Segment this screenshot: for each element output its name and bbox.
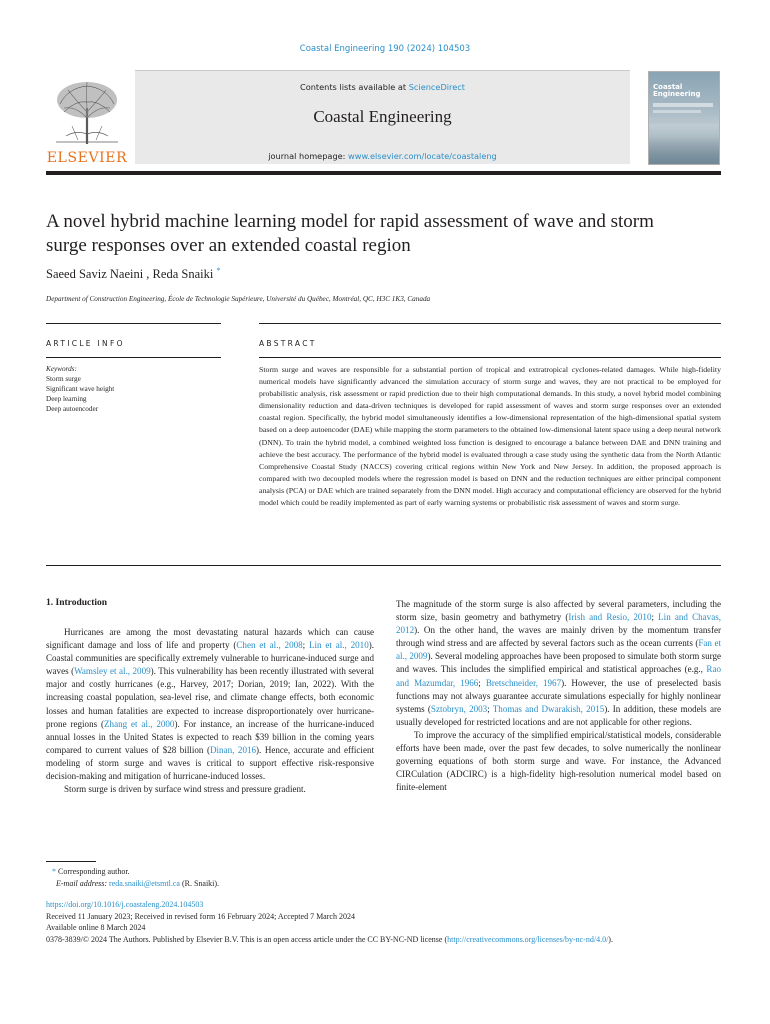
text-run: ). On the other hand, the waves are mainly driven by the momentum transfer through wind stress and are affected by several factors such as the ocean currents ( <box>396 625 721 649</box>
author-names[interactable]: Saeed Saviz Naeini , Reda Snaiki <box>46 267 214 282</box>
article-info-heading: ARTICLE INFO <box>46 339 125 348</box>
text-run: The magnitude of the storm surge is also affected by several parameters, including the storm size, basin geometry and bathymetry ( <box>396 599 721 623</box>
text-run: ; <box>651 612 659 623</box>
text-run: ; <box>478 677 486 688</box>
cover-title <box>653 84 701 98</box>
license-text: 0378-3839/© 2024 The Authors. Published by Elsevier B.V. This is an open access article under the CC BY-NC-ND license ( <box>46 934 448 944</box>
elsevier-logo[interactable] <box>46 78 128 166</box>
license-link[interactable]: http://creativecommons.org/licenses/by-nc-nd/4.0/ <box>447 934 609 944</box>
text-run: ). For instance, an increase of the hurricane-induced annual losses in the United States is expected to reach $39 billion in the coming years compared to current values of $28 billion ( <box>46 718 374 755</box>
text-run: ; <box>302 640 309 651</box>
text-run: ). Several modeling approaches have been proposed to simulate both storm surge and waves. This includes the simplified empirical and statistical approaches (e.g., <box>396 651 721 675</box>
doi-link[interactable]: https://doi.org/10.1016/j.coastaleng.2024.104503 <box>46 900 204 909</box>
body-column-left <box>46 626 374 796</box>
available-online: Available online 8 March 2024 <box>46 923 146 933</box>
divider <box>46 323 221 324</box>
keywords-label: Keywords: <box>46 365 77 373</box>
keyword-item: Deep learning <box>46 395 87 403</box>
corresponding-author-mark[interactable]: * <box>216 266 221 275</box>
article-title: A novel hybrid machine learning model for rapid assessment of wave and storm surge responses over an extended coastal region <box>46 211 654 256</box>
citation-link[interactable]: Wamsley et al., 2009 <box>74 666 151 677</box>
divider <box>46 565 721 566</box>
abstract-heading: ABSTRACT <box>259 339 317 348</box>
journal-reference[interactable]: Coastal Engineering 190 (2024) 104503 <box>299 44 471 54</box>
citation-link[interactable]: Bretschneider, 1967 <box>485 677 562 688</box>
cover-subtitle-bar <box>653 110 701 113</box>
citation-link[interactable]: Rao and Mazumdar, 1966 <box>396 664 721 688</box>
homepage-prefix: journal homepage: <box>268 151 349 161</box>
section-heading-introduction: 1. Introduction <box>46 598 108 608</box>
cover-subtitle-bar <box>653 103 713 107</box>
header-divider <box>46 171 721 175</box>
citation-link[interactable]: Lin and Chavas, 2012 <box>396 612 721 636</box>
divider <box>46 357 221 358</box>
footnote-star: * <box>52 867 56 876</box>
citation-link[interactable]: Irish and Resio, 2010 <box>568 612 652 623</box>
text-run: ). However, the use of preselected basis functions may not always guarantee accurate simulations especially for highly nonlinear systems ( <box>396 677 722 714</box>
citation-link[interactable]: Chen et al., 2008 <box>236 640 303 651</box>
citation-link[interactable]: Lin et al., 2010 <box>309 640 369 651</box>
divider <box>259 357 721 358</box>
paragraph: To improve the accuracy of the simplified empirical/statistical models, considerable efforts have been made, over the past few decades, to solve numerically the nonlinear governing equations of both storm surge and wave. For instance, the Advanced CIRCulation (ADCIRC) is a high-fidelity high-resolution numerical model based on finite-element <box>396 729 721 793</box>
keyword-item: Deep autoencoder <box>46 405 99 413</box>
text-run: ). This vulnerability has been recently illustrated with several major and costly hurricanes (e.g., Harvey, 2017; Dorian, 2019; Ian, 2022). With the increasing coastal population, sea-level rise, and climate change effects, both economic losses and human fatalities are expected to increase disproportionately over hurricane-prone regions ( <box>46 666 374 729</box>
journal-cover-image[interactable] <box>648 71 720 165</box>
email-link[interactable]: reda.snaiki@etsmtl.ca <box>109 879 180 888</box>
journal-homepage-link[interactable]: www.elsevier.com/locate/coastaleng <box>348 151 497 161</box>
text-run: ). In addition, these models are usually developed for restricted locations and are not applicable for other regions. <box>396 703 721 727</box>
text-run: Hurricanes are among the most devastating natural hazards which can cause significant damage and loss of life and property ( <box>46 627 374 651</box>
paragraph: Storm surge is driven by surface wind stress and pressure gradient. <box>64 784 306 795</box>
keywords-block <box>46 364 221 414</box>
corresponding-author-text: Corresponding author. <box>58 867 130 876</box>
text-run: ; <box>487 703 493 714</box>
license-suffix: ). <box>608 934 613 944</box>
citation-link[interactable]: Thomas and Dwarakish, 2015 <box>492 703 605 714</box>
email-line <box>46 878 376 890</box>
citation-link[interactable]: Sztobryn, 2003 <box>430 703 488 714</box>
license-line <box>46 934 726 946</box>
text-run: ). Coastal communities are specifically extremely vulnerable to hurricane-induced surge and waves ( <box>46 640 374 677</box>
received-dates: Received 11 January 2023; Received in revised form 16 February 2024; Accepted 7 March 2024 <box>46 911 355 921</box>
elsevier-tree-icon <box>46 78 128 148</box>
contents-prefix: Contents lists available at <box>300 82 409 92</box>
citation-link[interactable]: Fan et al., 2009 <box>396 638 721 662</box>
divider <box>259 323 721 324</box>
paragraph <box>396 598 721 729</box>
body-column-right <box>396 598 721 794</box>
sciencedirect-link[interactable]: ScienceDirect <box>408 82 465 92</box>
cover-wave-photo <box>649 124 720 164</box>
paragraph <box>46 626 374 783</box>
email-label: E-mail address: <box>56 879 110 888</box>
author-list <box>46 266 220 282</box>
journal-title[interactable]: Coastal Engineering <box>313 107 452 126</box>
footnote-divider <box>46 861 96 862</box>
email-suffix: (R. Snaiki). <box>179 879 220 888</box>
keyword-item: Significant wave height <box>46 385 115 393</box>
text-run: ). Hence, accurate and efficient modeling of storm surge and waves is critical to support effective risk-responsive decision-making and mitigation of hurricane-induced losses. <box>46 744 374 782</box>
author-affiliation: Department of Construction Engineering, École de Technologie Supérieure, Université du Québec, Montréal, QC, H3C 1K3, Canada <box>46 295 431 303</box>
article-metadata <box>46 899 726 945</box>
footnote <box>46 866 376 890</box>
publisher-name: ELSEVIER <box>46 150 128 166</box>
keyword-item: Storm surge <box>46 375 81 383</box>
journal-masthead <box>135 70 630 164</box>
abstract-text: Storm surge and waves are responsible for a substantial portion of tropical and extratropical cyclones-related damages. While high-fidelity numerical models have significantly advanced the simulation accuracy of storm surge and waves, they are not practical to be employed for probabilistic analysis, risk assessment or rapid prediction due to their high computational demands. In this study, a novel hybrid model combining dimensionality reduction and data-driven techniques is developed for rapid assessment of waves and storm surge responses over an extended coastal region. Specifically, the hybrid model simultaneously identifies a low-dimensional representation of the high-dimensional spatial system based on a deep autoencoder (DAE) while mapping the storm parameters to the obtained low-dimensional latent space using a deep neural network (DNN). To train the hybrid model, a combined weighted loss function is designed to encourage a balance between DAE and DNN training and achieve the best accuracy. The performance of the hybrid model is evaluated through a case study using the synthetic data from the North Atlantic Comprehensive Coastal Study (NACCS) covering critical regions within New York and New Jersey. In addition, the proposed approach is compared with two decoupled models where the regression model is based on DNN and the reduction techniques are either principal component analysis (PCA) or DAE which are trained separately from the DNN model. High accuracy and computational efficiency are observed for the hybrid model which could be readily implemented as part of early warning systems or probabilistic risk assessment of waves and storm surge. <box>259 365 721 508</box>
homepage-line <box>135 151 630 161</box>
contents-line <box>135 82 630 92</box>
citation-link[interactable]: Zhang et al., 2000 <box>104 718 175 729</box>
corresponding-author-note <box>46 866 376 878</box>
citation-link[interactable]: Dinan, 2016 <box>210 744 257 755</box>
cover-title-line2: Engineering <box>653 90 701 98</box>
cover-title-line1: Coastal <box>653 83 683 91</box>
